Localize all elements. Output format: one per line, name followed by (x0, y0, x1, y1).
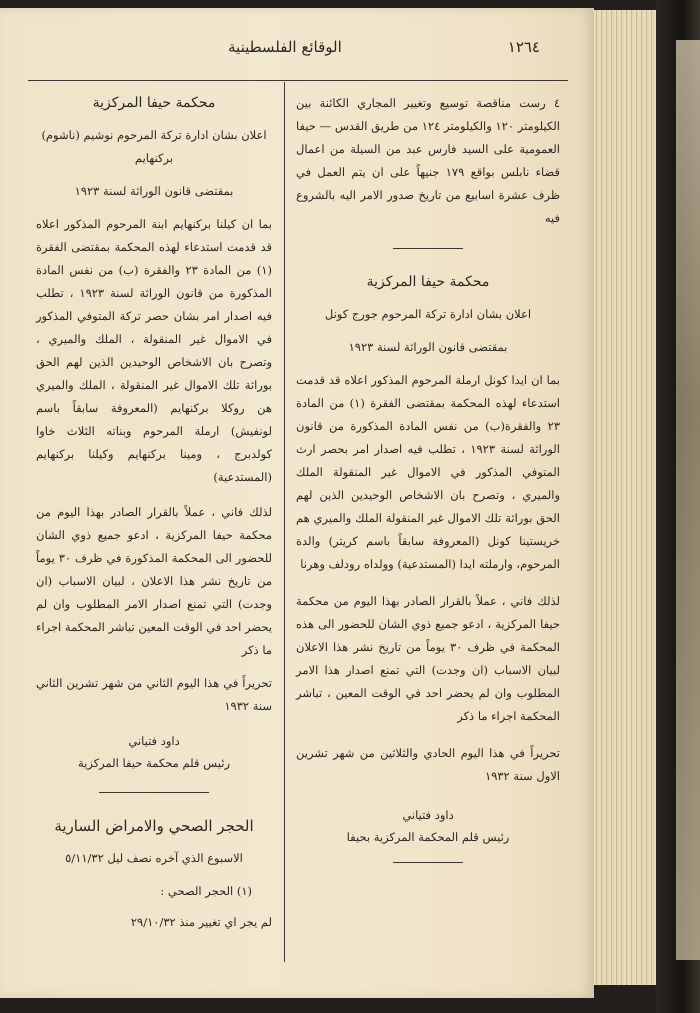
court-title: محكمة حيفا المركزية (366, 274, 490, 290)
section-separator (393, 862, 463, 863)
notice-title: اعلان بشان ادارة تركة المرحوم جورج كونل (324, 307, 532, 321)
section-separator (99, 792, 209, 793)
section-separator (393, 248, 463, 249)
adjacent-page-strip (676, 40, 700, 960)
left-column (36, 92, 272, 942)
court-title: محكمة حيفا المركزية (92, 95, 216, 111)
page-edges (594, 10, 656, 985)
notice-title: اعلان بشان ادارة تركة المرحوم نوشيم (ناشوم) بركنهايم (41, 128, 267, 165)
notice-paragraph-2: لذلك فاني ، عملاً بالقرار الصادر بهذا اليوم من محكمة حيفا المركزية ، ادعو جميع ذوي الشان للحضور الى المحكمة المذكورة في ظرف ٣٠ يوماً من تاريخ نشر هذا الاعلان ، لبيان الاسباب (ان وجدت) التي تمنع اصدار الامر المطلوب وان لم يحضر احد في الوقت المعين تباشر المحكمة اجراء ما ذكر (36, 505, 273, 657)
date-line: تحريراً في هذا اليوم الحادي والثلاثين من شهر تشرين الاول سنة ١٩٣٢ (296, 746, 560, 783)
week-line: الاسبوع الذي آخره نصف ليل ٥/١١/٣٢ (65, 851, 243, 865)
notice-paragraph-2: لذلك فاني ، عملاً بالقرار الصادر بهذا اليوم من محكمة حيفا المركزية ، ادعو جميع ذوي الشان للحضور الى هذه المحكمة في ظرف ٣٠ يوماً من تاريخ نشر هذا الاعلان لبيان الاسباب (ان وجدت) التي تمنع اصدار هذا الامر المطلوب وان لم يحضر احد في الوقت المعين ، تباشر المحكمة اجراء ما ذكر (296, 594, 561, 723)
notice-paragraph-1: بما ان كيلنا بركنهايم ابنة المرحوم المذكور اعلاه قد قدمت استدعاء لهذه المحكمة بمقتضى الفقرة (١) من المادة ٢٣ والفقرة (ب) من نفس المادة المذكورة من قانون الوراثة لسنة ١٩٢٣ ، تطلب فيه اصدار امر بشان حصر تركة المتوفي المذكور في الاموال غير المنقولة ، الملك والميري ، وتصرح بان الاشخاص الوحيدين الذين لهم الحق بوراثة تلك الاموال غير المنقولة ، الملك والميري هن روكلا بركنهايم (المعروفة سابقاً باسم لونفيش) ارملة المرحوم وبناته الثلاث خاوا كولدبرج ، ومينا بركنهايم وكيلنا بركنهايم (المستدعية) (36, 217, 272, 484)
signer-name: داود فتياني (402, 808, 454, 822)
law-reference: بمقتضى قانون الوراثة لسنة ١٩٢٣ (348, 340, 508, 354)
quarantine-item-1: (١) الحجر الصحي : (160, 884, 252, 898)
page-number: ١٢٦٤ (507, 38, 540, 56)
tender-item: ٤ رست مناقصة توسيع وتغيير المجاري الكائنة بين الكيلومتر ١٢٠ والكيلومتر ١٢٤ من طريق القدس — حيفا العمومية على السيد فارس عبد من السيلة من اعمال قضاء نابلس بواقع ١٧٩ جنيهاً على ان يتم العمل في ظرف عشرة اسابيع من تاريخ صدور الامر اليه بالشروع فيه (296, 96, 560, 225)
running-title: الوقائع الفلسطينية (228, 38, 342, 56)
page-header (28, 38, 568, 62)
law-reference: بمقتضى قانون الوراثة لسنة ١٩٢٣ (74, 184, 234, 198)
column-divider (284, 82, 285, 962)
signer-title: رئيس قلم المحكمة المركزية بحيفا (346, 830, 510, 844)
notice-paragraph-1: بما ان ايدا كونل ارملة المرحوم المذكور اعلاه قد قدمت استدعاء لهذه المحكمة بمقتضى الفقرة (١) من المادة ٢٣ والفقرة(ب) من نفس المادة المذكورة من قانون الوراثة لسنة ١٩٢٣ ، تطلب فيه اصدار امر بحصر ارث المتوفي المذكور في الاموال غير المنقولة الملك والميري ، وتصرح بان الاشخاص الوحيدين الذين لهم الحق بوراثة تلك الاموال غير المنقولة الملك والميري هم خريستينا كونل (المعروفة سابقاً باسم كريتر) والدة المرحوم، وارملته ايدا (المستدعية) وولداه رودلف وهرنا (296, 373, 561, 571)
signer-name: داود فتياني (128, 734, 180, 748)
quarantine-title: الحجر الصحي والامراض السارية (54, 817, 254, 835)
header-rule (28, 80, 568, 81)
right-column (296, 92, 560, 885)
date-line: تحريراً في هذا اليوم الثاني من شهر تشرين الثاني سنة ١٩٣٢ (36, 676, 272, 713)
signer-title: رئيس قلم محكمة حيفا المركزية (78, 756, 230, 770)
quarantine-item-1-detail: لم يجر اي تغيير منذ ٢٩/١٠/٣٢ (130, 915, 272, 929)
